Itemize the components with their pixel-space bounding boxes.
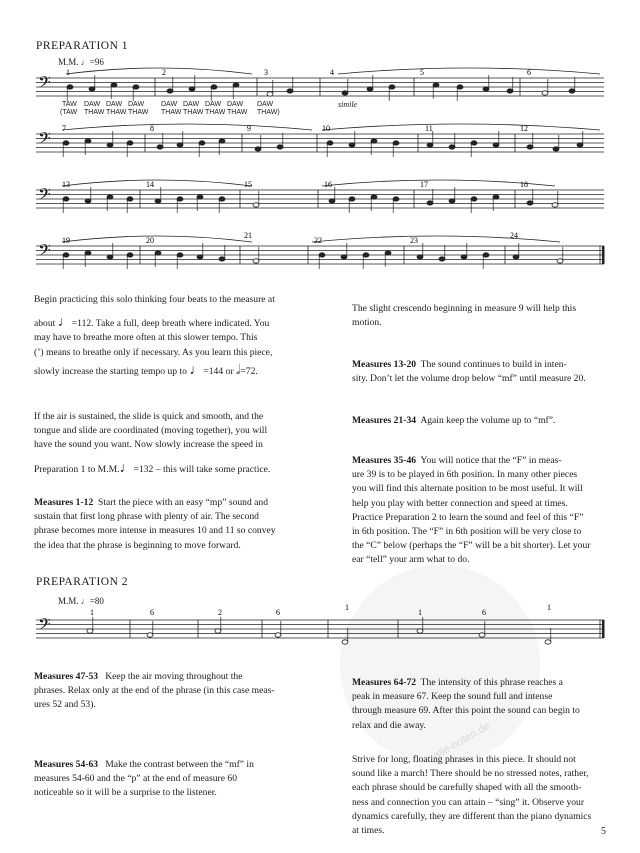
note-head — [155, 199, 161, 203]
measure-number: 17 — [420, 180, 428, 189]
note-head — [527, 201, 533, 205]
note-head — [461, 255, 467, 259]
bass-clef-icon: 𝄢 — [38, 130, 51, 152]
note-head — [147, 633, 153, 637]
syllable: DAW — [106, 101, 123, 108]
measure-number: 16 — [324, 180, 332, 189]
syllable: THAW — [227, 109, 248, 116]
measure-number: 15 — [244, 180, 252, 189]
syllable: THAW) — [257, 109, 280, 116]
bass-clef-icon: 𝄢 — [38, 186, 51, 208]
para-line — [352, 358, 612, 372]
para-fragment: Preparation 1 to M.M. — [34, 463, 120, 475]
note-head — [219, 197, 225, 201]
prep2-staff-lines — [36, 620, 604, 638]
note-head — [577, 143, 583, 147]
measure-number: 19 — [62, 236, 70, 245]
note-head — [367, 87, 373, 91]
para-fragment: The sound continues to build in inten- — [420, 359, 567, 370]
note-head — [85, 251, 91, 255]
note-head — [371, 195, 377, 199]
note-head — [385, 251, 391, 255]
para-line: measures 54-60 and the “p” at the end of measure 60 — [34, 773, 237, 785]
note-head — [449, 199, 455, 203]
measure-number: 14 — [146, 180, 154, 189]
para-line — [34, 670, 326, 684]
syllable: THAW — [84, 109, 105, 116]
final-bar — [602, 246, 605, 264]
note-head — [542, 91, 548, 95]
para-line: sity. Don’t let the volume drop below “mf” until measure 20. — [352, 373, 586, 385]
syllable: THAW — [106, 109, 127, 116]
prep1-tempo-prefix: M.M. — [58, 57, 79, 67]
note-head — [527, 145, 533, 149]
note-head — [67, 85, 73, 89]
measure-number: 11 — [425, 124, 433, 133]
prep2-score — [0, 600, 640, 660]
para-line: in 6th position. The “F” in 6th position will be very close to — [352, 526, 582, 538]
note-head — [85, 139, 91, 143]
syllable: THAW — [205, 109, 226, 116]
text-column-left-mid — [34, 410, 326, 477]
para-line: Practice Preparation 2 to learn the sound and feel of this “F” — [352, 511, 584, 523]
syllable: DAW — [161, 101, 178, 108]
note-head — [393, 141, 399, 145]
note-head — [493, 143, 499, 147]
para-fragment: Start the piece with an easy “mp” sound and — [98, 497, 269, 508]
measure-number: 6 — [527, 68, 531, 77]
para-line: If the air is sustained, the slide is quick and smooth, and the — [34, 411, 264, 422]
note-head — [417, 255, 423, 259]
page-number: 5 — [601, 826, 606, 837]
note-head — [327, 141, 333, 145]
para-line: you will find this alternate position to be most useful. It will — [352, 483, 583, 495]
position-number: 6 — [150, 608, 154, 617]
measure-number: 8 — [150, 124, 154, 133]
note-head — [167, 89, 173, 93]
note-head — [63, 141, 69, 145]
para-line: sustain that first long phrase with plenty of air. The second — [34, 511, 259, 523]
syllable: TAW — [62, 101, 77, 108]
note-head — [85, 199, 91, 203]
quarter-note-icon: ♩ — [189, 362, 204, 378]
para-line: (’) means to breathe only if necessary. As you learn this piece, — [34, 346, 273, 358]
note-head — [513, 255, 519, 259]
note-head — [342, 640, 348, 644]
quarter-note-icon: ♩ — [119, 460, 134, 476]
note-head — [127, 253, 133, 257]
note-head — [211, 85, 217, 89]
note-head — [507, 89, 513, 93]
measure-number: 22 — [314, 236, 322, 245]
para-line: at times. — [352, 825, 385, 837]
note-head — [219, 257, 225, 261]
text-column-left-top — [34, 293, 326, 379]
measures-47-53-block — [34, 670, 326, 713]
note-head — [215, 629, 221, 633]
note-head — [471, 197, 477, 201]
note-head — [133, 85, 139, 89]
measure-number: 7 — [62, 124, 66, 133]
note-head — [253, 203, 259, 207]
para-line — [34, 462, 326, 477]
syllable: (TAW — [60, 109, 78, 116]
note-head — [199, 141, 205, 145]
para-line: Begin practicing this solo thinking four beats to the measure at — [34, 294, 275, 305]
note-head — [275, 633, 281, 637]
measure-number: 21 — [244, 231, 252, 240]
note-head — [427, 143, 433, 147]
note-head — [89, 87, 95, 91]
note-head — [479, 633, 485, 637]
prep2-title: PREPARATION 2 — [36, 576, 129, 588]
bass-clef-icon: 𝄢 — [38, 74, 51, 96]
note-head — [267, 92, 273, 96]
para-line: have the sound you want. Now slowly increase the speed in — [34, 439, 263, 451]
section-heading: Measures 13-20 — [352, 359, 417, 370]
para-line: ure 39 is to be played in 6th position. In many other pieces — [352, 469, 578, 481]
strive-paragraph — [352, 753, 614, 838]
para-fragment: The intensity of this phrase reaches a — [420, 677, 563, 688]
note-head — [107, 195, 113, 199]
para-line — [34, 758, 326, 772]
para-fragment: =132 – this will take some practice. — [133, 463, 271, 475]
syllable: DAW — [205, 101, 222, 108]
para-line — [352, 414, 612, 428]
measure-number: 5 — [420, 68, 424, 77]
section-heading: Measures 64-72 — [352, 677, 417, 688]
para-line: noticeable so it will be a surprise to the listener. — [34, 787, 217, 799]
position-number: 2 — [218, 608, 222, 617]
para-fragment: slowly increase the starting tempo up to — [34, 365, 187, 377]
bass-clef-icon: 𝄢 — [38, 616, 51, 638]
prep1-score — [0, 0, 640, 280]
note-head — [393, 197, 399, 201]
note-head — [342, 91, 348, 95]
para-line: ures 52 and 53). — [34, 699, 96, 711]
prep1-title: PREPARATION 1 — [36, 40, 129, 52]
note-head — [233, 83, 239, 87]
syllable: THAW — [128, 109, 149, 116]
para-fragment: Keep the air moving throughout the — [105, 671, 243, 682]
note-head — [63, 197, 69, 201]
syllable: THAW — [161, 109, 182, 116]
note-head — [107, 143, 113, 147]
note-head — [107, 255, 113, 259]
para-line: motion. — [352, 317, 382, 329]
measures-54-63-block — [34, 758, 326, 801]
position-number: 1 — [345, 603, 349, 612]
note-head — [255, 147, 261, 151]
para-line: relax and die away. — [352, 719, 426, 731]
note-head — [349, 197, 355, 201]
section-heading: Measures 1-12 — [34, 497, 94, 508]
note-head — [371, 139, 377, 143]
para-line: ness and connection you can attain – “sing” it. Observe your — [352, 796, 585, 808]
measure-number: 2 — [162, 68, 166, 77]
slur — [62, 180, 252, 186]
measure-number: 3 — [264, 68, 268, 77]
para-line — [34, 316, 326, 331]
simile-marking: simile — [338, 100, 358, 109]
para-line: each phrase should be carefully shaped with all the smooth- — [352, 782, 582, 794]
slur — [66, 68, 252, 74]
measure-number: 24 — [510, 231, 518, 240]
section-heading: Measures 35-46 — [352, 455, 417, 466]
para-line: dynamics carefully, they are different than the piano dynamics — [352, 810, 592, 822]
para-line — [352, 454, 614, 468]
prep2-tempo-value: =80 — [89, 596, 104, 606]
note-head — [197, 255, 203, 259]
note-head — [557, 259, 563, 263]
note-head — [545, 640, 551, 644]
note-head — [363, 253, 369, 257]
measures-64-72-block — [352, 676, 614, 733]
syllable: DAW — [227, 101, 244, 108]
note-head — [319, 253, 325, 257]
measure-number: 10 — [322, 124, 330, 133]
measures-1-12-block — [34, 496, 326, 553]
note-head — [471, 141, 477, 145]
half-note-icon: 𝅗𝅥 — [235, 362, 241, 378]
note-head — [63, 253, 69, 257]
para-line: sound like a march! There should be no stressed notes, rather, — [352, 768, 589, 780]
para-line: phrases. Relax only at the end of the phrase (in this case meas- — [34, 685, 275, 697]
note-head — [277, 145, 283, 149]
syllable: THAW — [183, 109, 204, 116]
para-line: the “C” below (perhaps the “F” will be a bit shorter). Let your — [352, 540, 591, 552]
para-fragment: Again keep the volume up to “mf”. — [420, 415, 556, 426]
para-line: The slight crescendo beginning in measure 9 will help this — [352, 303, 577, 314]
para-fragment: You will notice that the “F” in meas- — [420, 455, 562, 466]
para-line — [34, 496, 326, 510]
measures-21-34-block — [352, 414, 612, 428]
note-head — [111, 83, 117, 87]
note-head — [349, 143, 355, 147]
note-head — [177, 143, 183, 147]
note-head — [483, 253, 489, 257]
syllable: DAW — [84, 101, 101, 108]
note-head — [569, 89, 575, 93]
slur — [338, 68, 600, 74]
bass-clef-icon: 𝄢 — [38, 242, 51, 264]
note-head — [329, 199, 335, 203]
note-head — [155, 251, 161, 255]
text-column-right-top — [352, 302, 612, 330]
quarter-note-icon: ♩ — [57, 315, 72, 331]
para-fragment: about — [34, 318, 56, 330]
note-head — [177, 197, 183, 201]
para-line: through measure 69. After this point the sound can begin to — [352, 705, 580, 717]
watermark-text: alle-noten.de — [431, 719, 493, 763]
note-head — [219, 139, 225, 143]
watermark-logo — [340, 565, 540, 765]
note-head — [157, 145, 163, 149]
para-line — [352, 676, 614, 690]
para-line: help you play with better connection and speed at times. — [352, 497, 568, 509]
para-line: Strive for long, floating phrases in this piece. It should not — [352, 754, 576, 765]
note-head — [439, 257, 445, 261]
syllable: DAW — [183, 101, 200, 108]
position-number: 1 — [547, 603, 551, 612]
position-number: 6 — [276, 608, 280, 617]
note-head — [127, 141, 133, 145]
syllables-bottom-row — [60, 109, 300, 117]
prep2-tempo-prefix: M.M. — [58, 596, 79, 606]
measure-number: 4 — [330, 68, 334, 77]
position-number: 1 — [90, 608, 94, 617]
slur — [312, 236, 560, 242]
para-line: the idea that the phrase is beginning to move forward. — [34, 539, 241, 551]
para-line: phrase becomes more intense in measures 10 and 11 so convey — [34, 525, 276, 537]
measure-number: 20 — [146, 236, 154, 245]
para-line: ear “tell” your arm what to do. — [352, 554, 470, 566]
syllable: DAW — [128, 101, 145, 108]
note-head — [389, 85, 395, 89]
syllable: DAW — [257, 101, 274, 108]
para-line: tongue and slide are coordinated (moving together), you will — [34, 425, 268, 437]
note-head — [493, 195, 499, 199]
slur — [62, 236, 252, 242]
note-head — [553, 147, 559, 151]
para-line: may have to breathe more often at this slower tempo. This — [34, 332, 258, 344]
note-head — [197, 195, 203, 199]
measure-number: 12 — [520, 124, 528, 133]
note-head — [341, 255, 347, 259]
para-fragment: =72. — [240, 365, 258, 377]
para-line: peak in measure 67. Keep the sound full and intense — [352, 691, 553, 703]
measure-number: 18 — [520, 180, 528, 189]
syllables-top-row — [62, 101, 292, 109]
note-head — [483, 87, 489, 91]
quarter-note-icon: ♩ — [80, 57, 90, 67]
note-head — [177, 253, 183, 257]
quarter-note-icon: ♩ — [80, 596, 90, 606]
note-head — [253, 259, 259, 263]
measure-number: 13 — [62, 180, 70, 189]
para-fragment: Make the contrast between the “mf” in — [105, 759, 254, 770]
note-head — [427, 201, 433, 205]
measure-number: 23 — [410, 236, 418, 245]
slur — [62, 124, 312, 130]
section-heading: Measures 54-63 — [34, 759, 99, 770]
note-head — [433, 83, 439, 87]
note-head — [449, 145, 455, 149]
prep1-tempo-value: =96 — [89, 57, 104, 67]
slur — [322, 124, 600, 130]
note-head — [457, 85, 463, 89]
measure-number: 9 — [247, 124, 251, 133]
measures-13-20-block — [352, 358, 612, 386]
final-bar — [602, 620, 605, 638]
note-head — [127, 197, 133, 201]
note-head — [189, 87, 195, 91]
position-number: 6 — [482, 608, 486, 617]
note-head — [417, 629, 423, 633]
measure-number: 1 — [66, 68, 70, 77]
para-fragment: =112. Take a full, deep breath where indicated. You — [71, 318, 270, 330]
note-head — [552, 203, 558, 207]
section-heading: Measures 21-34 — [352, 415, 417, 426]
measures-35-46-block — [352, 454, 614, 568]
para-fragment: =144 or — [203, 365, 234, 377]
para-line — [34, 364, 326, 379]
position-number: 1 — [418, 608, 422, 617]
section-heading: Measures 47-53 — [34, 671, 99, 682]
note-head — [287, 89, 293, 93]
note-head — [87, 629, 93, 633]
